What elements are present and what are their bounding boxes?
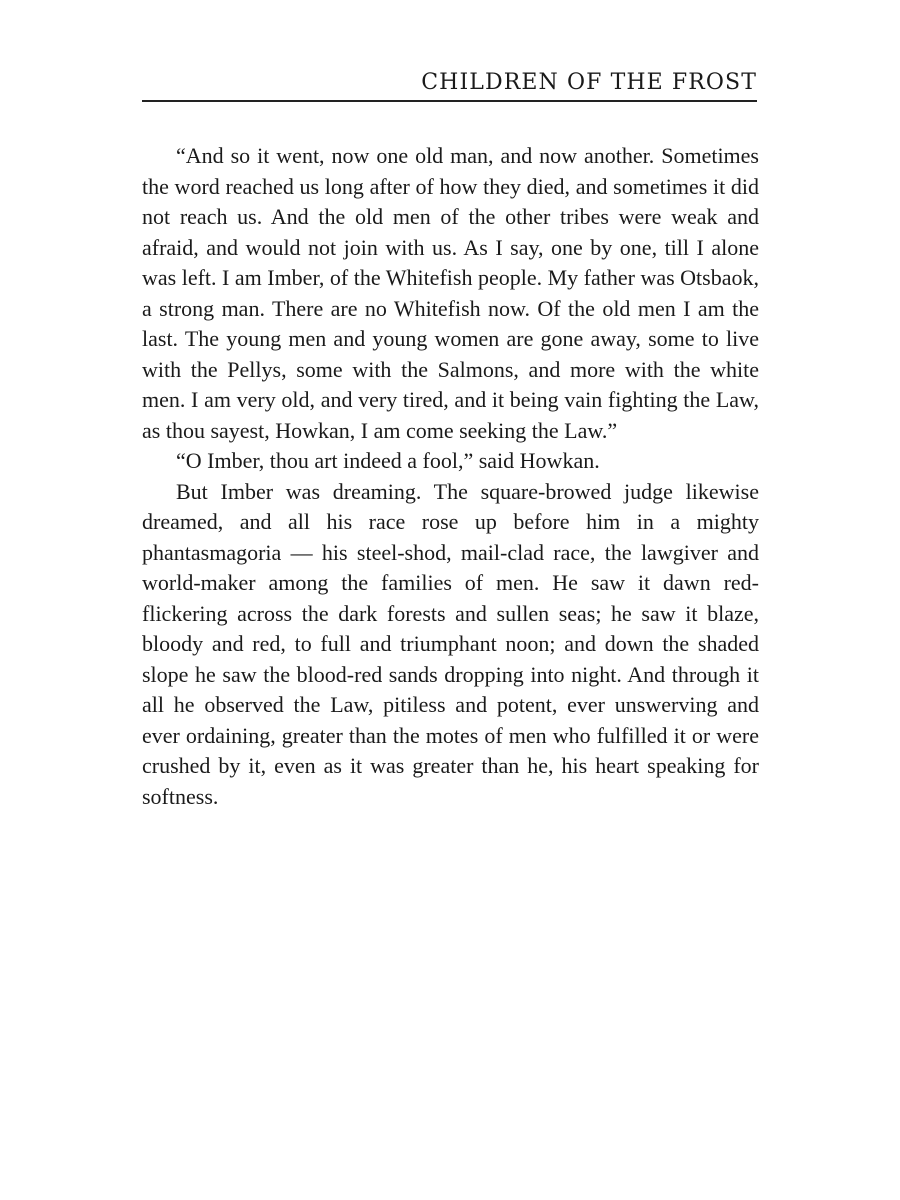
paragraph: But Imber was dreaming. The square-browed judge likewise dreamed, and all his race rose up before him in a mighty phantasmagoria — his steel-shod, mail-clad race, the lawgiver and world-maker among the families of men. He saw it dawn red-flickering across the dark forests and sullen seas; he saw it blaze, bloody and red, to full and triumphant noon; and down the shaded slope he saw the blood-red sands dropping into night. And through it all he observed the Law, pitiless and potent, ever unswerving and ever ordaining, greater than the motes of men who fulfilled it or were crushed by it, even as it was greater than he, his heart speaking for softness. xyxy=(142,478,759,809)
paragraph: “And so it went, now one old man, and now another. Sometimes the word reached us long after of how they died, and sometimes it did not reach us. And the old men of the other tribes were weak and afraid, and would not join with us. As I say, one by one, till I alone was left. I am Imber, of the Whitefish people. My father was Otsbaok, a strong man. There are no Whitefish now. Of the old men I am the last. The young men and young women are gone away, some to live with the Pellys, some with the Salmons, and more with the white men. I am very old, and very tired, and it being vain fighting the Law, as thou sayest, Howkan, I am come seeking the Law.” xyxy=(142,143,759,443)
paragraph: “O Imber, thou art indeed a fool,” said Howkan. xyxy=(176,448,600,473)
header-rule xyxy=(142,100,757,102)
body-text xyxy=(142,141,759,812)
running-header: CHILDREN OF THE FROST xyxy=(421,70,757,95)
